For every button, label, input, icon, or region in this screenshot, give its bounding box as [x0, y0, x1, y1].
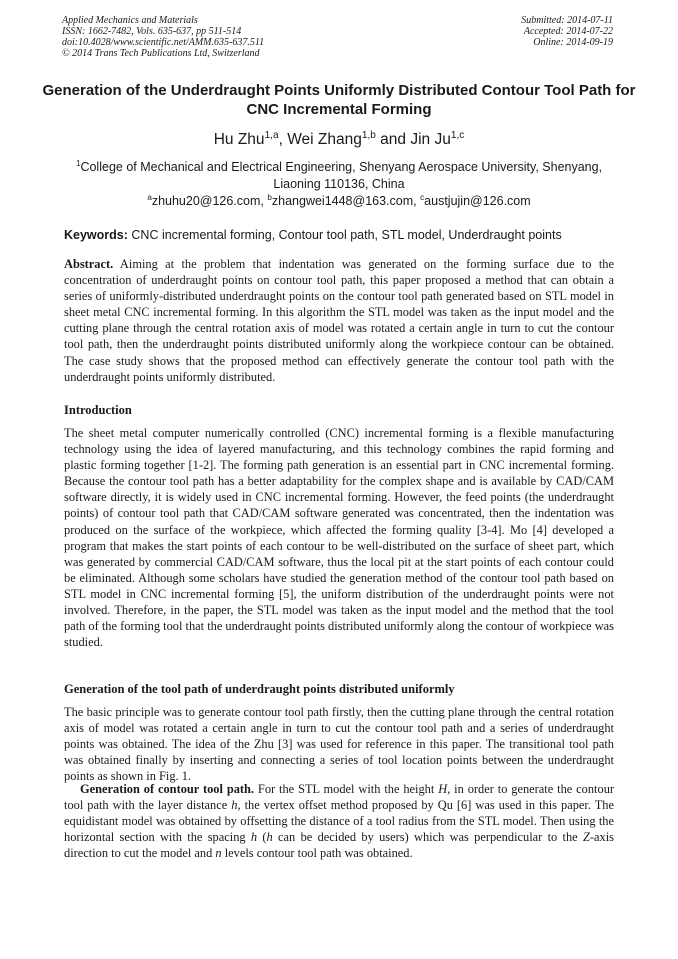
contour-text: can be decided by users) which was perpendicular to the [272, 830, 583, 845]
abstract [64, 256, 614, 385]
author-2-sup: 1,b [361, 130, 376, 141]
var-Z: Z [583, 830, 590, 845]
email-separator: , [413, 194, 421, 209]
introduction-heading: Introduction [64, 403, 132, 417]
introduction-text: The sheet metal computer numerically controlled (CNC) incremental forming is a flexible manufacturing technology using the idea of layered manufacturing, and this technology combines the rapid forming and plastic forming together [1-2]. The forming path generation is an essential part in CNC incremental forming. Because the contour tool path has a better adaptability for the complex shape and is available by CAD/CAM software directly, it is widely used in CNC incremental forming. However, the feed points (the underdraught points) of contour tool path that CAD/CAM software generated was concentrated, then the indentation was produced on the surface of the workpiece, which affected the forming quality [3-4]. Mo [4] developed a program that makes the start points of each contour to be well-distributed on the surface of sheet part, which was generated by commercial CAD/CAM software, thus the local pit at the start points of each contour could be eliminated. Although some scholars have studied the generation method of the contour tool path based on STL model in CNC incremental forming [5], the uniform distribution of the underdraught points were not involved. Therefore, in the paper, the STL model was taken as the input model and the method that the tool path of the forming tool that the underdraught points distributed uniformly along the contour of workpiece was studied. [64, 426, 614, 650]
generation-text: The basic principle was to generate contour tool path firstly, then the cutting plane through the central rotation axis of model was rotated a certain angle in turn to cut the contour tool path and a series of underdraught points was obtained. The idea of the Zhu [3] was used for reference in this paper. The transitional tool path was obtained finally by inserting and connecting a series of tool location points between the underdraught points as shown in Fig. 1. [64, 705, 614, 784]
affiliation [60, 155, 618, 193]
email-b-sup: b [267, 193, 272, 202]
keywords [64, 228, 618, 242]
online-date: Online: 2014-09-19 [533, 37, 613, 48]
author-separator: , [278, 131, 288, 149]
email-c-sup: c [420, 193, 425, 202]
var-H: H [438, 782, 448, 796]
paper-title: Generation of the Underdraught Points Uniformly Distributed Contour Tool Path for CNC Incremental Forming [42, 82, 636, 118]
copyright: © 2014 Trans Tech Publications Ltd, Switzerland [62, 48, 260, 59]
contour-text: , the vertex offset method proposed by Qu [6] was used in this paper. The equidistant model was obtained by offsetting the distance of a tool radius from the STL model. Then using the horizontal section with the spacing [64, 798, 614, 845]
header-right [521, 15, 613, 48]
contour-text: For the STL model with the height [254, 782, 439, 796]
var-h: h [231, 798, 238, 813]
author-1: Hu Zhu [213, 131, 265, 149]
var-n: n [215, 846, 222, 861]
journal-name: Applied Mechanics and Materials [62, 15, 198, 26]
author-3: Jin Ju [410, 131, 451, 149]
contour-text: levels contour tool path was obtained. [221, 846, 413, 861]
contour-text: ( [257, 830, 267, 845]
abstract-text: Aiming at the problem that indentation was generated on the forming surface due to the concentration of underdraught points on contour tool path, this paper proposed a method that can obtain a series of uniformly-distributed underdraught points on the contour tool path generated based on STL model in sheet metal CNC incremental forming. In this algorithm the STL model was taken as the input model and the cutting plane through the central rotation axis of model was rotated a certain angle in turn to cut the contour tool path, then the underdraught points distributed uniformly along the workpiece contour can be obtained. The case study shows that the proposed method can effectively generate the contour tool path with the underdraught points uniformly distributed. [64, 257, 615, 384]
var-h: h [250, 830, 258, 845]
author-3-sup: 1,c [450, 130, 465, 141]
header-left [62, 15, 264, 59]
submitted-date: Submitted: 2014-07-11 [521, 15, 613, 26]
author-1-sup: 1,a [264, 130, 279, 141]
email-separator: , [260, 194, 268, 209]
var-h: h [266, 830, 273, 845]
keywords-label: Keywords: [64, 228, 128, 242]
abstract-label: Abstract. [64, 257, 114, 271]
journal-header [62, 15, 613, 59]
email-a-sup: a [147, 193, 152, 202]
accepted-date: Accepted: 2014-07-22 [523, 26, 613, 37]
email-list [0, 193, 678, 208]
author-2: Wei Zhang [287, 131, 362, 149]
email-b[interactable]: zhangwei1448@163.com [271, 194, 414, 209]
author-list [0, 130, 678, 149]
generation-heading: Generation of the tool path of underdraught points distributed uniformly [64, 682, 455, 696]
doi: doi:10.4028/www.scientific.net/AMM.635-637.511 [62, 37, 265, 48]
affiliation-sup: 1 [75, 159, 81, 168]
keywords-text: CNC incremental forming, Contour tool path, STL model, Underdraught points [131, 228, 562, 242]
email-a[interactable]: zhuhu20@126.com [151, 194, 261, 209]
author-separator: and [375, 131, 411, 149]
contour-paragraph [64, 781, 614, 861]
email-c[interactable]: austjujin@126.com [424, 194, 531, 209]
issn: ISSN: 1662-7482, Vols. 635-637, pp 511-514 [62, 26, 242, 37]
contour-label: Generation of contour tool path. [80, 782, 255, 796]
contour-text: -axis direction to cut the model and [64, 830, 614, 861]
affiliation-text: College of Mechanical and Electrical Engineering, Shenyang Aerospace University, Shenyang, Liaoning 110136, China [80, 160, 603, 192]
contour-text: , in order to generate the contour tool path with the layer distance [64, 782, 615, 813]
